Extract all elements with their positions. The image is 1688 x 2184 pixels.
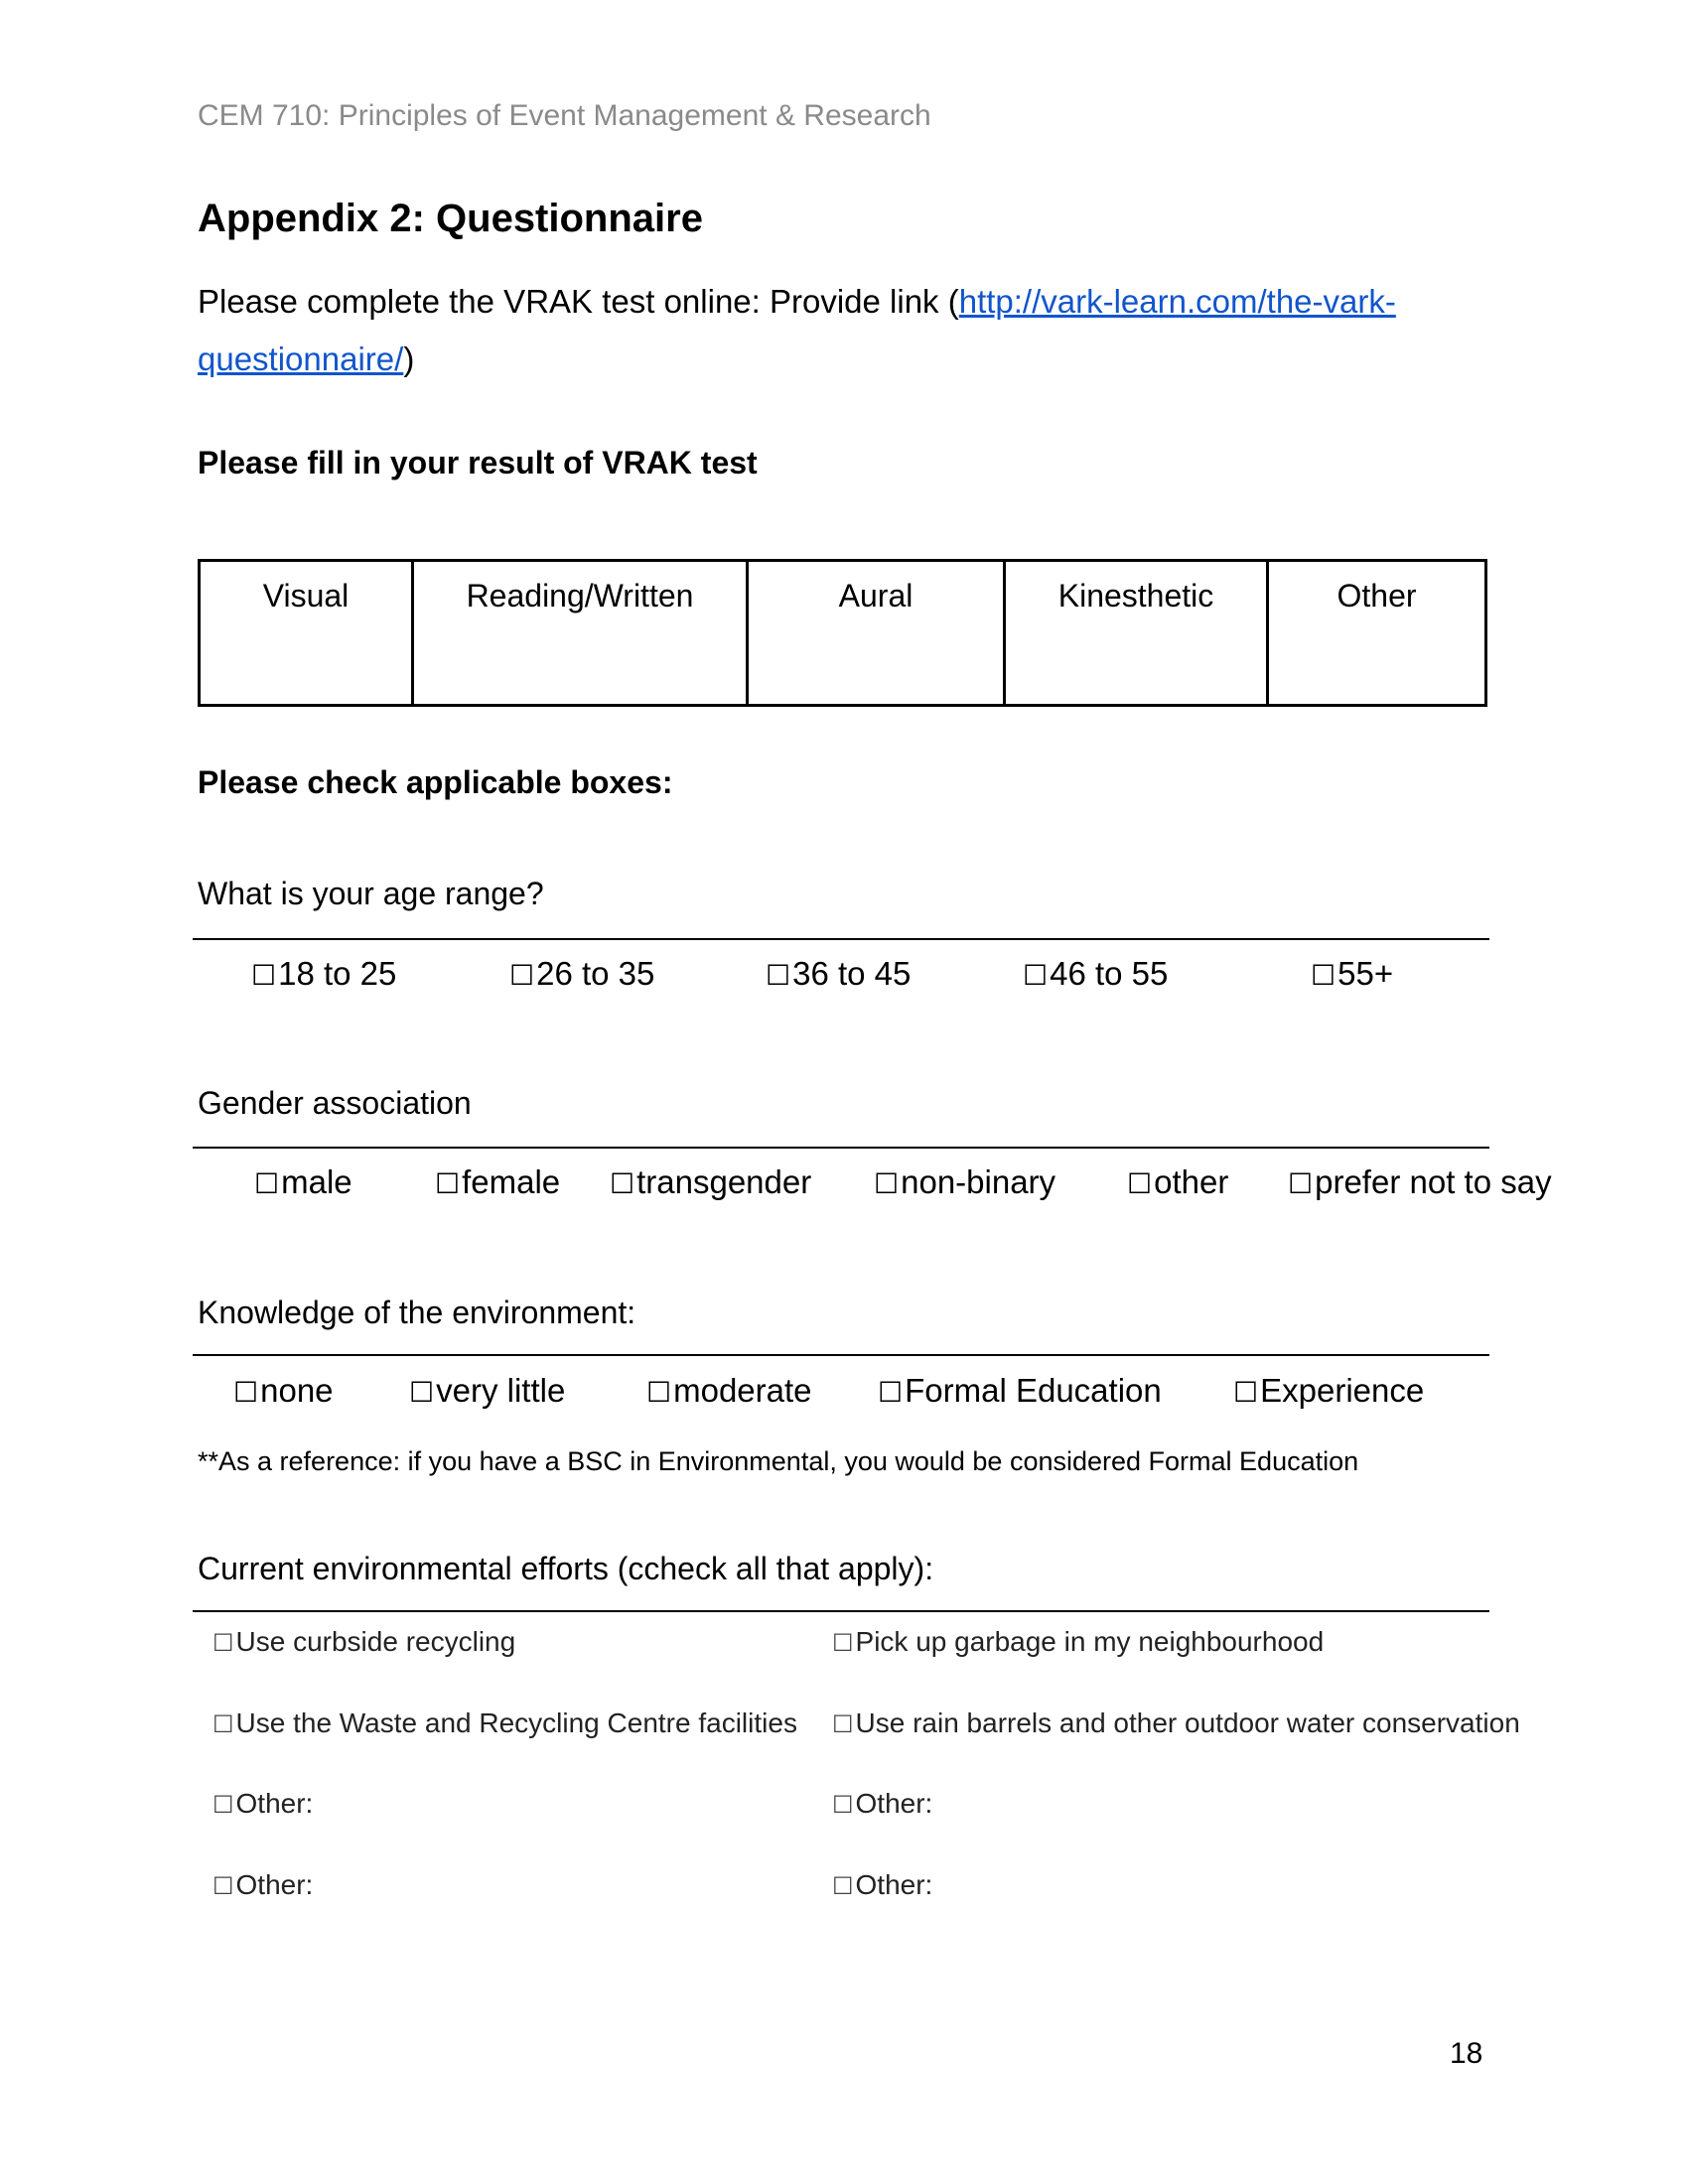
knowledge-option-very-little[interactable]: ☐very little [409,1372,566,1409]
knowledge-option-moderate[interactable]: ☐moderate [646,1372,812,1409]
gender-option-non-binary[interactable]: ☐non-binary [874,1163,1056,1200]
gender-option-prefer-not-to-say[interactable]: ☐prefer not to say [1288,1163,1552,1200]
checkbox-icon[interactable]: ☐ [1288,1167,1314,1200]
checkbox-icon[interactable]: ☐ [409,1376,435,1409]
checkbox-icon[interactable]: ☐ [832,1629,854,1657]
knowledge-option-experience[interactable]: ☐Experience [1233,1372,1425,1409]
intro-paragraph [198,273,1488,388]
vark-cell-visual[interactable]: Visual [200,561,413,706]
page-number: 18 [1450,2037,1483,2070]
checkbox-icon[interactable]: ☐ [646,1376,672,1409]
age-option-55-plus[interactable]: ☐55+ [1311,955,1394,992]
gender-option-transgender[interactable]: ☐transgender [610,1163,812,1200]
vark-link[interactable]: http://vark-learn.com/the-vark- questionnaire/ [198,283,1396,377]
checkbox-icon[interactable]: ☐ [212,1791,234,1819]
knowledge-rule [193,1354,1489,1356]
age-option-46-55[interactable]: ☐46 to 55 [1023,955,1169,992]
checkbox-icon[interactable]: ☐ [1311,959,1336,992]
gender-option-male[interactable]: ☐male [254,1163,352,1200]
checkbox-icon[interactable]: ☐ [251,959,277,992]
gender-rule [193,1147,1489,1149]
checkbox-icon[interactable]: ☐ [254,1167,280,1200]
knowledge-reference-note: **As a reference: if you have a BSC in Environmental, you would be considered Formal Education [198,1446,1359,1476]
effort-option-other-3[interactable]: ☐Other: [832,1788,933,1819]
checkbox-icon[interactable]: ☐ [1023,959,1049,992]
checkbox-icon[interactable]: ☐ [212,1629,234,1657]
effort-option-rain-barrels[interactable]: ☐Use rain barrels and other outdoor water conservation [832,1707,1520,1738]
effort-option-other-2[interactable]: ☐Other: [212,1869,314,1900]
age-option-26-35[interactable]: ☐26 to 35 [509,955,655,992]
vark-heading: Please fill in your result of VRAK test [198,445,758,480]
age-option-36-45[interactable]: ☐36 to 45 [766,955,912,992]
checkbox-icon[interactable]: ☐ [212,1872,234,1900]
check-heading: Please check applicable boxes: [198,764,673,800]
gender-option-female[interactable]: ☐female [435,1163,561,1200]
checkbox-icon[interactable]: ☐ [435,1167,461,1200]
vark-result-table [198,559,1487,707]
age-rule [193,938,1489,940]
checkbox-icon[interactable]: ☐ [832,1872,854,1900]
intro-close: ) [403,341,415,377]
checkbox-icon[interactable]: ☐ [766,959,791,992]
effort-option-pick-up-garbage[interactable]: ☐Pick up garbage in my neighbourhood [832,1626,1325,1657]
checkbox-icon[interactable]: ☐ [878,1376,904,1409]
effort-option-other-4[interactable]: ☐Other: [832,1869,933,1900]
running-header: CEM 710: Principles of Event Management & Research [198,99,931,132]
age-option-18-25[interactable]: ☐18 to 25 [251,955,397,992]
effort-option-curbside-recycling[interactable]: ☐Use curbside recycling [212,1626,516,1657]
vark-cell-reading-written[interactable]: Reading/Written [413,561,748,706]
checkbox-icon[interactable]: ☐ [509,959,535,992]
checkbox-icon[interactable]: ☐ [233,1376,259,1409]
effort-option-waste-centre[interactable]: ☐Use the Waste and Recycling Centre facilities [212,1707,797,1738]
efforts-question: Current environmental efforts (ccheck all that apply): [198,1551,934,1586]
checkbox-icon[interactable]: ☐ [1233,1376,1259,1409]
checkbox-icon[interactable]: ☐ [1127,1167,1153,1200]
checkbox-icon[interactable]: ☐ [212,1710,234,1738]
effort-option-other-1[interactable]: ☐Other: [212,1788,314,1819]
checkbox-icon[interactable]: ☐ [874,1167,900,1200]
intro-text: Please complete the VRAK test online: Provide link ( [198,283,959,320]
checkbox-icon[interactable]: ☐ [832,1710,854,1738]
knowledge-question: Knowledge of the environment: [198,1295,636,1330]
knowledge-option-none[interactable]: ☐none [233,1372,334,1409]
knowledge-option-formal-education[interactable]: ☐Formal Education [878,1372,1162,1409]
checkbox-icon[interactable]: ☐ [832,1791,854,1819]
checkbox-icon[interactable]: ☐ [610,1167,635,1200]
vark-cell-aural[interactable]: Aural [748,561,1005,706]
efforts-rule [193,1610,1489,1612]
age-question: What is your age range? [198,876,544,911]
gender-question: Gender association [198,1085,472,1121]
gender-option-other[interactable]: ☐other [1127,1163,1229,1200]
vark-cell-kinesthetic[interactable]: Kinesthetic [1005,561,1268,706]
vark-cell-other[interactable]: Other [1268,561,1486,706]
page-title: Appendix 2: Questionnaire [198,197,703,240]
